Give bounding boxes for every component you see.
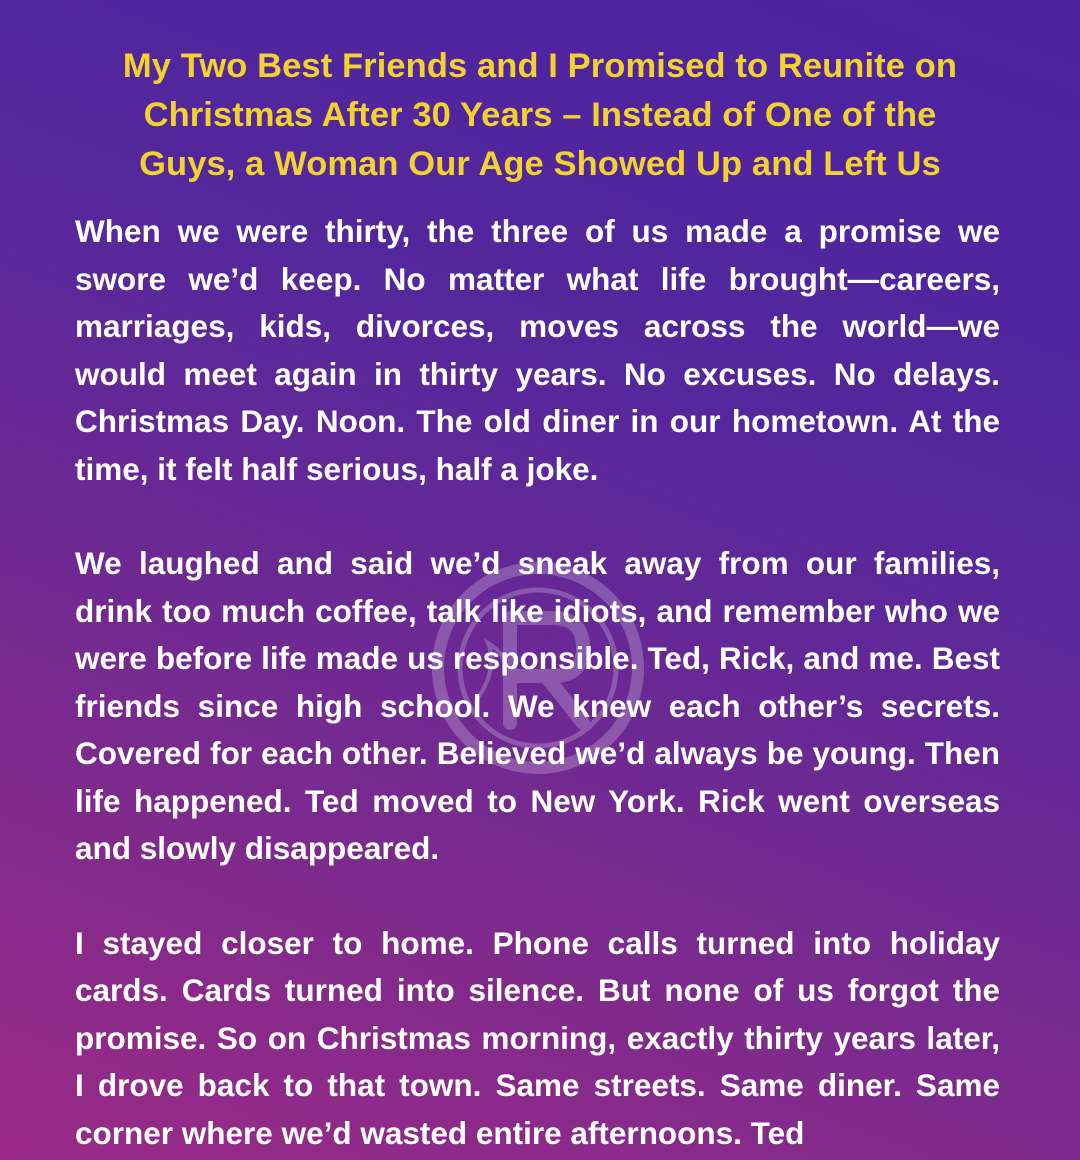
story-paragraph: I stayed closer to home. Phone calls turned into holiday cards. Cards turned into silence. But none of us forgot the promise. So on Christmas morning, exactly thirty years later, I drove back to that town. Same streets. Same diner. Same corner where we’d wasted entire afternoons. Ted xyxy=(75,924,1000,1151)
article-title: My Two Best Friends and I Promised to Reunite on Christmas After 30 Years – Instead of One of the Guys, a Woman Our Age Showed Up and Left Us xyxy=(122,47,958,183)
story-body xyxy=(75,208,1000,1160)
story-paragraph: We laughed and said we’d sneak away from our families, drink too much coffee, talk like idiots, and remember who we were before life made us responsible. Ted, Rick, and me. Best friends since high school. We knew each other’s secrets. Covered for each other. Believed we’d always be young. Then life happened. Ted moved to New York. Rick went overseas and slowly disappeared. xyxy=(75,545,1000,866)
story-paragraph: When we were thirty, the three of us made a promise we swore we’d keep. No matter what life brought—careers, marriages, kids, divorces, moves across the world—we would meet again in thirty years. No excuses. No delays. Christmas Day. Noon. The old diner in our hometown. At the time, it felt half serious, half a joke. xyxy=(75,213,1000,487)
